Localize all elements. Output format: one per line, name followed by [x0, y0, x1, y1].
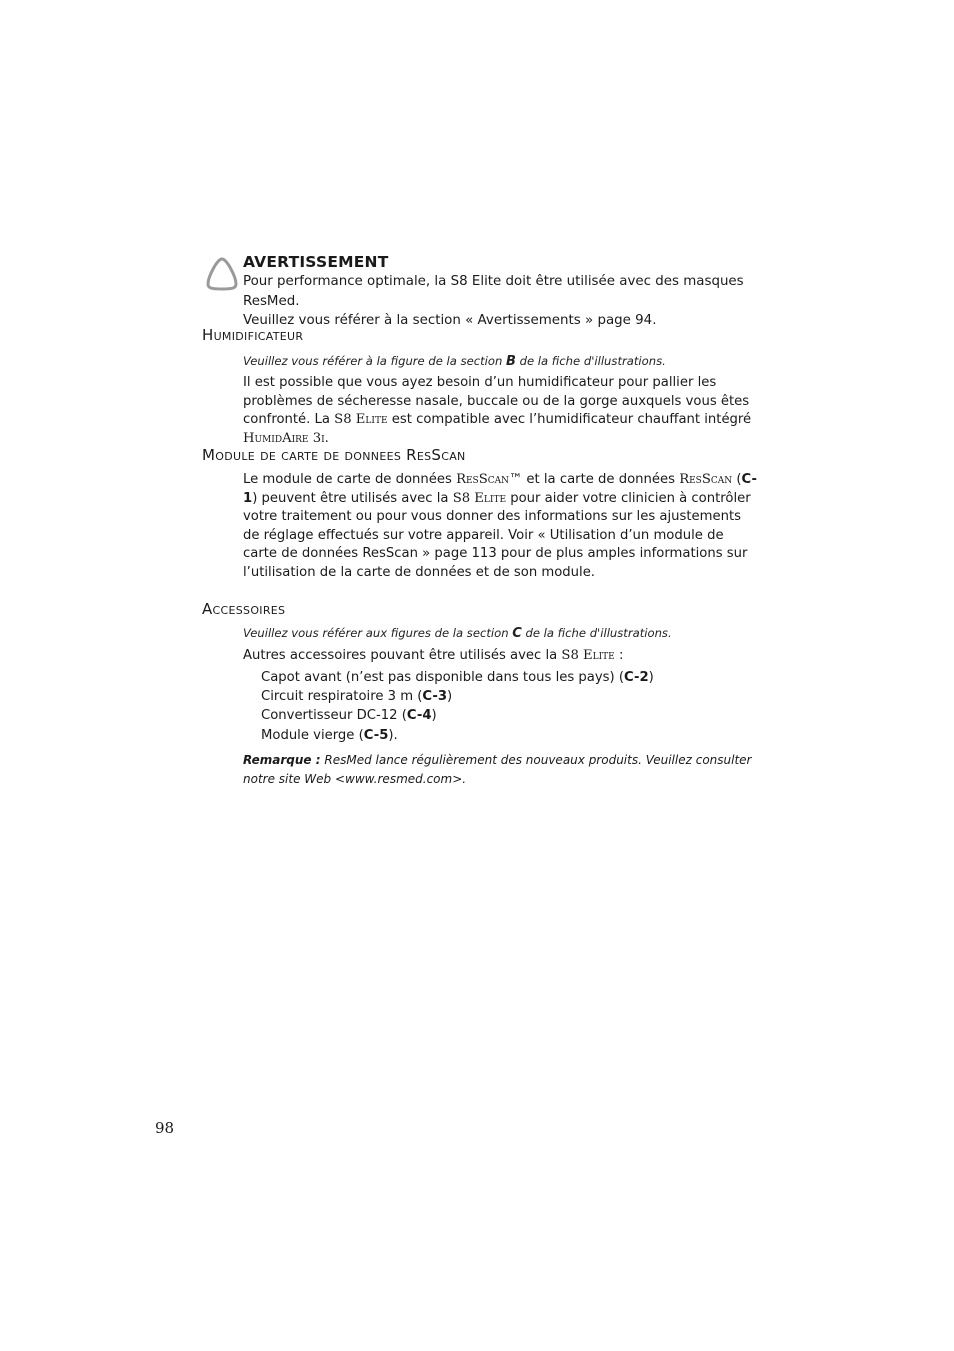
text-run: ™ et la carte de données — [509, 472, 680, 487]
ref-text: de la fiche d'illustrations. — [521, 626, 672, 640]
brand-name: ResScan — [679, 472, 733, 487]
item-text: ) — [431, 708, 437, 724]
figure-code: C-4 — [406, 708, 432, 724]
ref-code: C — [512, 626, 522, 641]
humidifier-paragraph — [243, 374, 758, 448]
note-paragraph — [243, 751, 758, 788]
figure-code: C-3 — [422, 689, 448, 705]
accessories-intro — [243, 647, 758, 666]
humidifier-figure-reference — [243, 353, 758, 370]
list-item — [261, 668, 654, 687]
item-text: Capot avant (n’est pas disponible dans tous les pays) ( — [261, 670, 625, 685]
item-text: ) — [447, 689, 453, 705]
resscan-block — [243, 471, 758, 582]
accessories-figure-reference — [243, 625, 758, 642]
ref-text: de la fiche d'illustrations. — [515, 354, 666, 368]
figure-code: C-5 — [363, 727, 389, 743]
item-text: Convertisseur DC-12 ( — [261, 708, 407, 724]
text-run: . — [324, 430, 329, 446]
product-name: S8 Elite — [452, 490, 507, 506]
note-text: ResMed lance régulièrement des nouveaux produits. Veuillez consulter notre site Web <www.resmed.com>. — [243, 753, 752, 786]
text-run: Il est possible que vous ayez besoin d’un humidificateur pour pallier les problèmes de sécheresse nasale, buccale ou de la gorge auxquels vous êtes confronté. La — [243, 375, 750, 427]
text-run: Le module de carte de données — [243, 472, 457, 487]
warning-text — [243, 272, 763, 331]
ref-text: Veuillez vous référer aux figures de la section — [243, 626, 513, 640]
resscan-paragraph — [243, 471, 758, 582]
product-name: S8 Elite — [561, 648, 615, 663]
warning-title: AVERTISSEMENT — [243, 253, 389, 271]
text-run: ( — [732, 472, 742, 487]
figure-code: C-2 — [624, 670, 649, 685]
text-run: est compatible avec l’humidificateur chauffant intégré — [387, 412, 752, 427]
page-number: 98 — [155, 1119, 175, 1137]
section-title-resscan: Module de carte de donnees ResScan — [202, 446, 466, 464]
item-text: Circuit respiratoire 3 m ( — [261, 689, 423, 705]
accessories-list — [261, 668, 654, 745]
figure-code: C-1 — [243, 472, 757, 506]
section-title-accessories: Accessoires — [202, 600, 286, 618]
list-item — [261, 706, 654, 725]
item-text: ). — [388, 727, 398, 743]
section-title-humidifier: Humidificateur — [202, 326, 304, 344]
note-label: Remarque : — [243, 753, 321, 767]
warning-triangle-icon — [205, 255, 239, 293]
warning-line-2: Veuillez vous référer à la section « Avertissements » page 94. — [243, 313, 657, 328]
item-text: ) — [648, 670, 654, 685]
list-item — [261, 687, 654, 706]
text-run: : — [614, 648, 624, 663]
text-run: ) peuvent être utilisés avec la — [252, 490, 453, 506]
humidifier-product-name: HumidAire 3i — [243, 430, 325, 446]
text-run: pour aider votre clinicien à contrôler votre traitement ou pour vous donner des informations sur les ajustements de réglage effectués sur votre appareil. Voir « Utilisation d’un module de carte de données ResScan » page 113 pour de plus amples informations sur l’utilisation de la carte de données et de son module. — [243, 490, 751, 580]
ref-text: Veuillez vous référer à la figure de la section — [243, 354, 507, 368]
warning-body — [243, 252, 763, 331]
humidifier-block — [243, 353, 758, 448]
accessories-block — [243, 625, 758, 666]
text-run: Autres accessoires pouvant être utilisés avec la — [243, 648, 562, 663]
item-text: Module vierge ( — [261, 727, 364, 743]
product-name: S8 Elite — [334, 412, 388, 427]
ref-code: B — [506, 354, 516, 369]
brand-name: ResScan — [456, 472, 510, 487]
list-item — [261, 726, 654, 745]
warning-line-1: Pour performance optimale, la S8 Elite doit être utilisée avec des masques ResMed. — [243, 274, 744, 309]
